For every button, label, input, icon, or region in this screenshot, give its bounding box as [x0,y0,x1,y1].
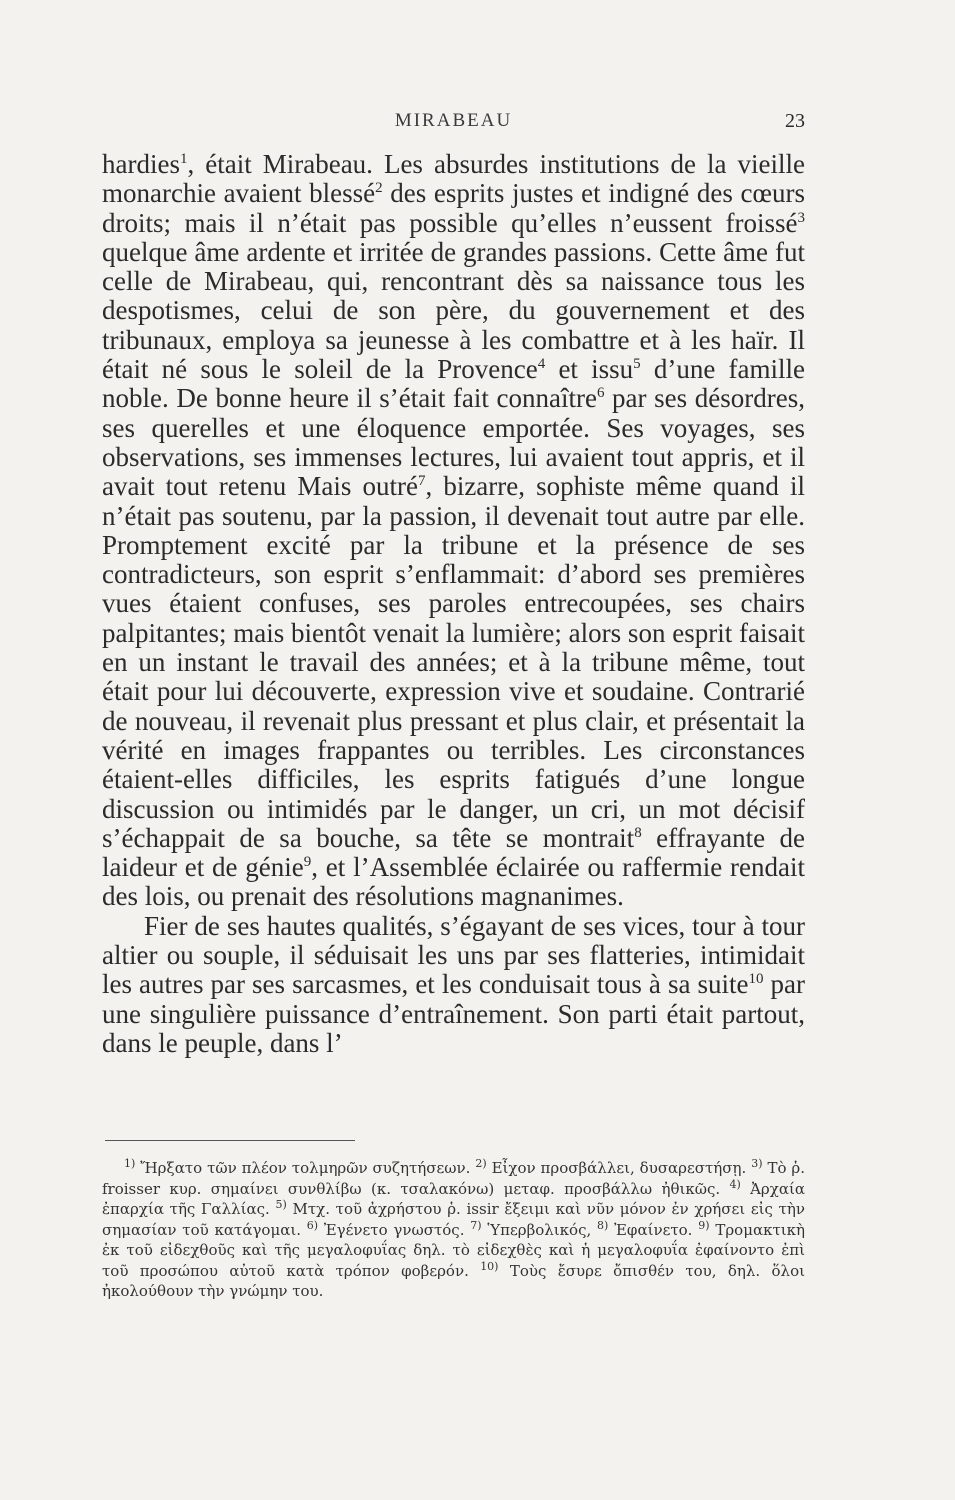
footnote-number: 4) [729,1177,741,1191]
footnote-number: 1) [124,1157,136,1170]
footnote-reference: 4 [537,356,546,373]
footnote-text: Ἐγένετο γνωστός. [318,1220,471,1239]
footnote-reference: 1 [179,151,188,167]
footnote-text: Εἶχον προσβάλλει, δυσαρεστήσῃ. [486,1159,752,1177]
footnote-number: 5) [275,1198,287,1211]
footnote-number: 6) [306,1218,319,1232]
text-run: , et l’Assemblée éclairée ou raffermie rendait des lois, ou prenait des résolutions magnanimes. [102,852,805,912]
footnote-number: 9) [698,1218,710,1232]
footnote-paragraph [102,1158,805,1302]
footnote-number: 10) [480,1259,499,1273]
running-title: MIRABEAU [394,110,513,131]
footnote-text: Τρομακτικὴ ἐκ τοῦ εἰδεχθοῦς καὶ τῆς μεγαλοφυΐας δηλ. τὸ εἰδεχθὲς καὶ ἡ μεγαλοφυΐα ἐφαίνοντο ἐπὶ τοῦ προσώπου αὐτοῦ κατὰ τρόπον φοβερόν. [102,1220,805,1280]
footnote-number: 3) [751,1157,763,1170]
footnote-text: Τὸ ῥ. froisser κυρ. σημαίνει συνθλίβω (κ. τσαλακόνω) μεταφ. προσβάλλω ἠθικῶς. [102,1159,805,1198]
footnote-text: Μτχ. τοῦ ἀχρήστου ῥ. issir ἔξειμι καὶ νῦν μόνον ἐν χρήσει εἰς τὴν σημασίαν τοῦ κατάγομαι. [102,1200,805,1239]
footnote-reference: 2 [375,180,383,197]
text-run: hardies [102,149,180,179]
text-run: , était Mirabeau. Les absurdes institutions de la vieille monarchie avaient blessé [102,149,805,209]
page-number: 23 [785,110,805,132]
footnote-number: 2) [475,1157,487,1170]
text-run: des esprits justes et indigné des cœurs droits; mais il n’était pas possible qu’elles n’eussent froissé [102,178,805,238]
footnote-text: Τοὺς ἔσυρε ὄπισθέν του, δηλ. ὅλοι ἠκολούθουν τὴν γνώμην του. [102,1261,805,1300]
footnote-reference: 8 [634,824,642,841]
running-head [102,110,805,140]
text-run: quelque âme ardente et irritée de grandes passions. Cette âme fut celle de Mirabeau, qui, rencontrant dès sa naissance tous les despotismes, celui de son père, du gouvernement et des tribunaux, employa sa jeunesse à les combattre et à les haïr. Il était né sous le soleil de la Provence [102,236,805,385]
footnote-divider [105,1140,355,1141]
text-run: effrayante de laideur et de génie [102,822,805,883]
body-paragraph [102,912,805,1058]
footnote-text: Ὑπερβολικός, [481,1220,598,1239]
footnote-number: 7) [470,1218,482,1232]
text-run: par une singulière puissance d’entraînement. Son parti était partout, dans le peuple, dans l’ [102,969,805,1058]
footnote-reference: 6 [596,385,605,402]
text-run: d’une famille noble. De bonne heure il s’était fait connaître [102,354,805,414]
footnote-text: Ἐφαίνετο. [608,1220,699,1239]
footnotes [102,1158,805,1302]
footnote-text: Ἀρχαία ἐπαρχία τῆς Γαλλίας. [102,1179,805,1218]
footnote-reference: 10 [748,971,764,988]
footnote-number: 8) [597,1218,609,1232]
text-run: , bizarre, sophiste même quand il n’était pas soutenu, par la passion, il devenait tout autre par elle. Promptement excité par la tribune et la présence de ses contradicteurs, son esprit s’enflammait: d’abord ses premières vues étaient confuses, ses paroles entrecoupées, ses chairs palpitantes; mais bientôt venait la lumière; alors son esprit faisait en un instant le travail des années; et à la tribune même, tout était pour lui découverte, expression vive et soudaine. Contrarié de nouveau, il revenait plus pressant et plus clair, et présentait la vérité en images frappantes ou terribles. Les circonstances étaient-elles difficiles, les esprits fatigués d’une longue discussion ou intimidés par le danger, un cri, un mot décisif s’échappait de sa bouche, sa tête se montrait [102,471,805,853]
text-run: par ses désordres, ses querelles et une éloquence emportée. Ses voyages, ses observations, ses immenses lectures, lui avaient tout appris, et il avait tout retenu Mais outré [102,383,805,502]
text-run: Fier de ses hautes qualités, s’égayant de ses vices, tour à tour altier ou souple, il séduisait les uns par ses flatteries, intimidait les autres par ses sarcasmes, et les conduisait tous à sa suite [102,910,805,1000]
footnote-reference: 5 [633,356,641,373]
body-paragraph [102,150,805,912]
footnote-reference: 3 [797,209,805,226]
footnote-reference: 7 [417,473,426,490]
footnote-text: Ἤρξατο τῶν πλέον τολμηρῶν συζητήσεων. [135,1159,476,1177]
footnote-reference: 9 [303,854,312,871]
text-run: et issu [545,354,634,385]
body-text [102,150,805,1058]
